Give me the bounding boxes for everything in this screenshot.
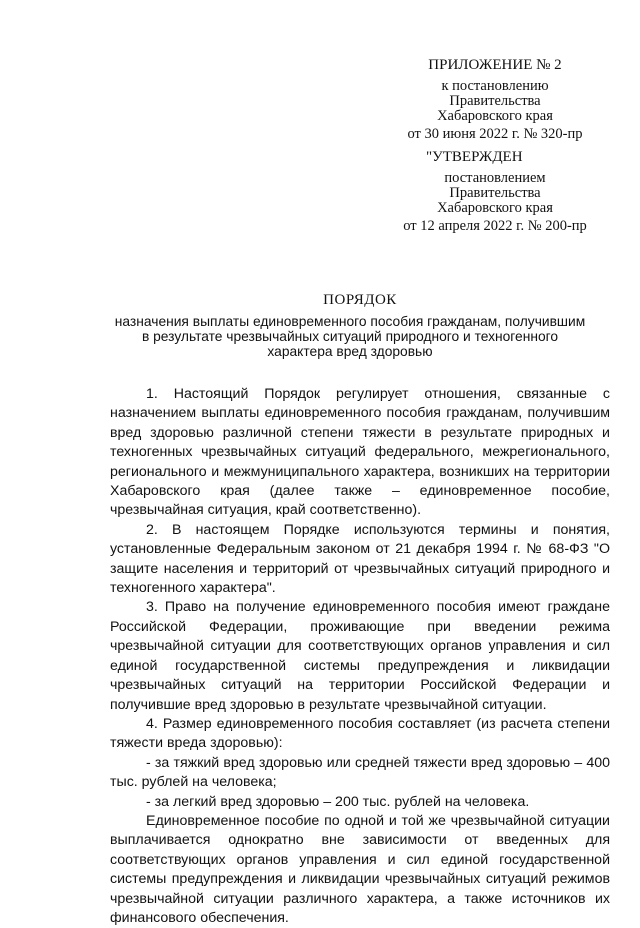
paragraph-2: 2. В настоящем Порядке используются термины и понятия, установленные Федеральным законом от 21 декабря 1994 г. № 68-ФЗ "О защите населения и территорий от чрезвычайных ситуаций природного и техногенного характера". bbox=[110, 521, 610, 597]
appendix-title: ПРИЛОЖЕНИЕ № 2 bbox=[428, 57, 562, 73]
to-resolution-line: к постановлению bbox=[441, 78, 549, 94]
paragraph-5: - за тяжкий вред здоровью или средней тяжести вред здоровью – 400 тыс. рублей на человека; bbox=[110, 754, 610, 791]
region-line: Хабаровского края bbox=[437, 108, 553, 124]
document-title: ПОРЯДОК bbox=[323, 292, 397, 308]
government-line-2: Правительства bbox=[449, 185, 541, 201]
government-line: Правительства bbox=[449, 93, 541, 109]
document-subtitle: назначения выплаты единовременного пособия гражданам, получившим в результате чрезвычайных ситуаций природного и техногенного характера вред здоровью bbox=[114, 314, 586, 359]
paragraph-3: 3. Право на получение единовременного пособия имеют граждане Российской Федерации, проживающие при введении режима чрезвычайной ситуации для соответствующих органов управления и сил единой государственной системы предупреждения и ликвидации чрезвычайных ситуаций на территории Российской Федерации и получившие вред здоровью в результате чрезвычайной ситуации. bbox=[110, 599, 610, 713]
document-body bbox=[110, 385, 610, 928]
resolution-line: постановлением bbox=[444, 170, 546, 186]
paragraph-6: - за легкий вред здоровью – 200 тыс. рублей на человека. bbox=[146, 793, 530, 810]
paragraph-4: 4. Размер единовременного пособия составляет (из расчета степени тяжести вреда здоровью): bbox=[110, 715, 610, 752]
approved-label: "УТВЕРЖДЕН bbox=[426, 149, 523, 165]
resolution-date-number-2: от 12 апреля 2022 г. № 200-пр bbox=[403, 218, 587, 234]
paragraph-7: Единовременное пособие по одной и той же чрезвычайной ситуации выплачивается однократно вне зависимости от введенных для соответствующих органов управления и сил единой государственной системы предупреждения и ликвидации чрезвычайных ситуаций режимов чрезвычайной ситуации различного характера, а также источников их финансового обеспечения. bbox=[110, 812, 610, 926]
appendix-header bbox=[380, 58, 610, 234]
paragraph-1: 1. Настоящий Порядок регулирует отношения, связанные с назначением выплаты единовременного пособия гражданам, получившим вред здоровью различной степени тяжести в результате природных и техногенных чрезвычайных ситуаций федерального, межрегионального, регионального и межмуниципального характера, возникших на территории Хабаровского края (далее также – единовременное пособие, чрезвычайная ситуация, край соответственно). bbox=[110, 386, 610, 519]
resolution-date-number: от 30 июня 2022 г. № 320-пр bbox=[407, 126, 583, 142]
region-line-2: Хабаровского края bbox=[437, 200, 553, 216]
